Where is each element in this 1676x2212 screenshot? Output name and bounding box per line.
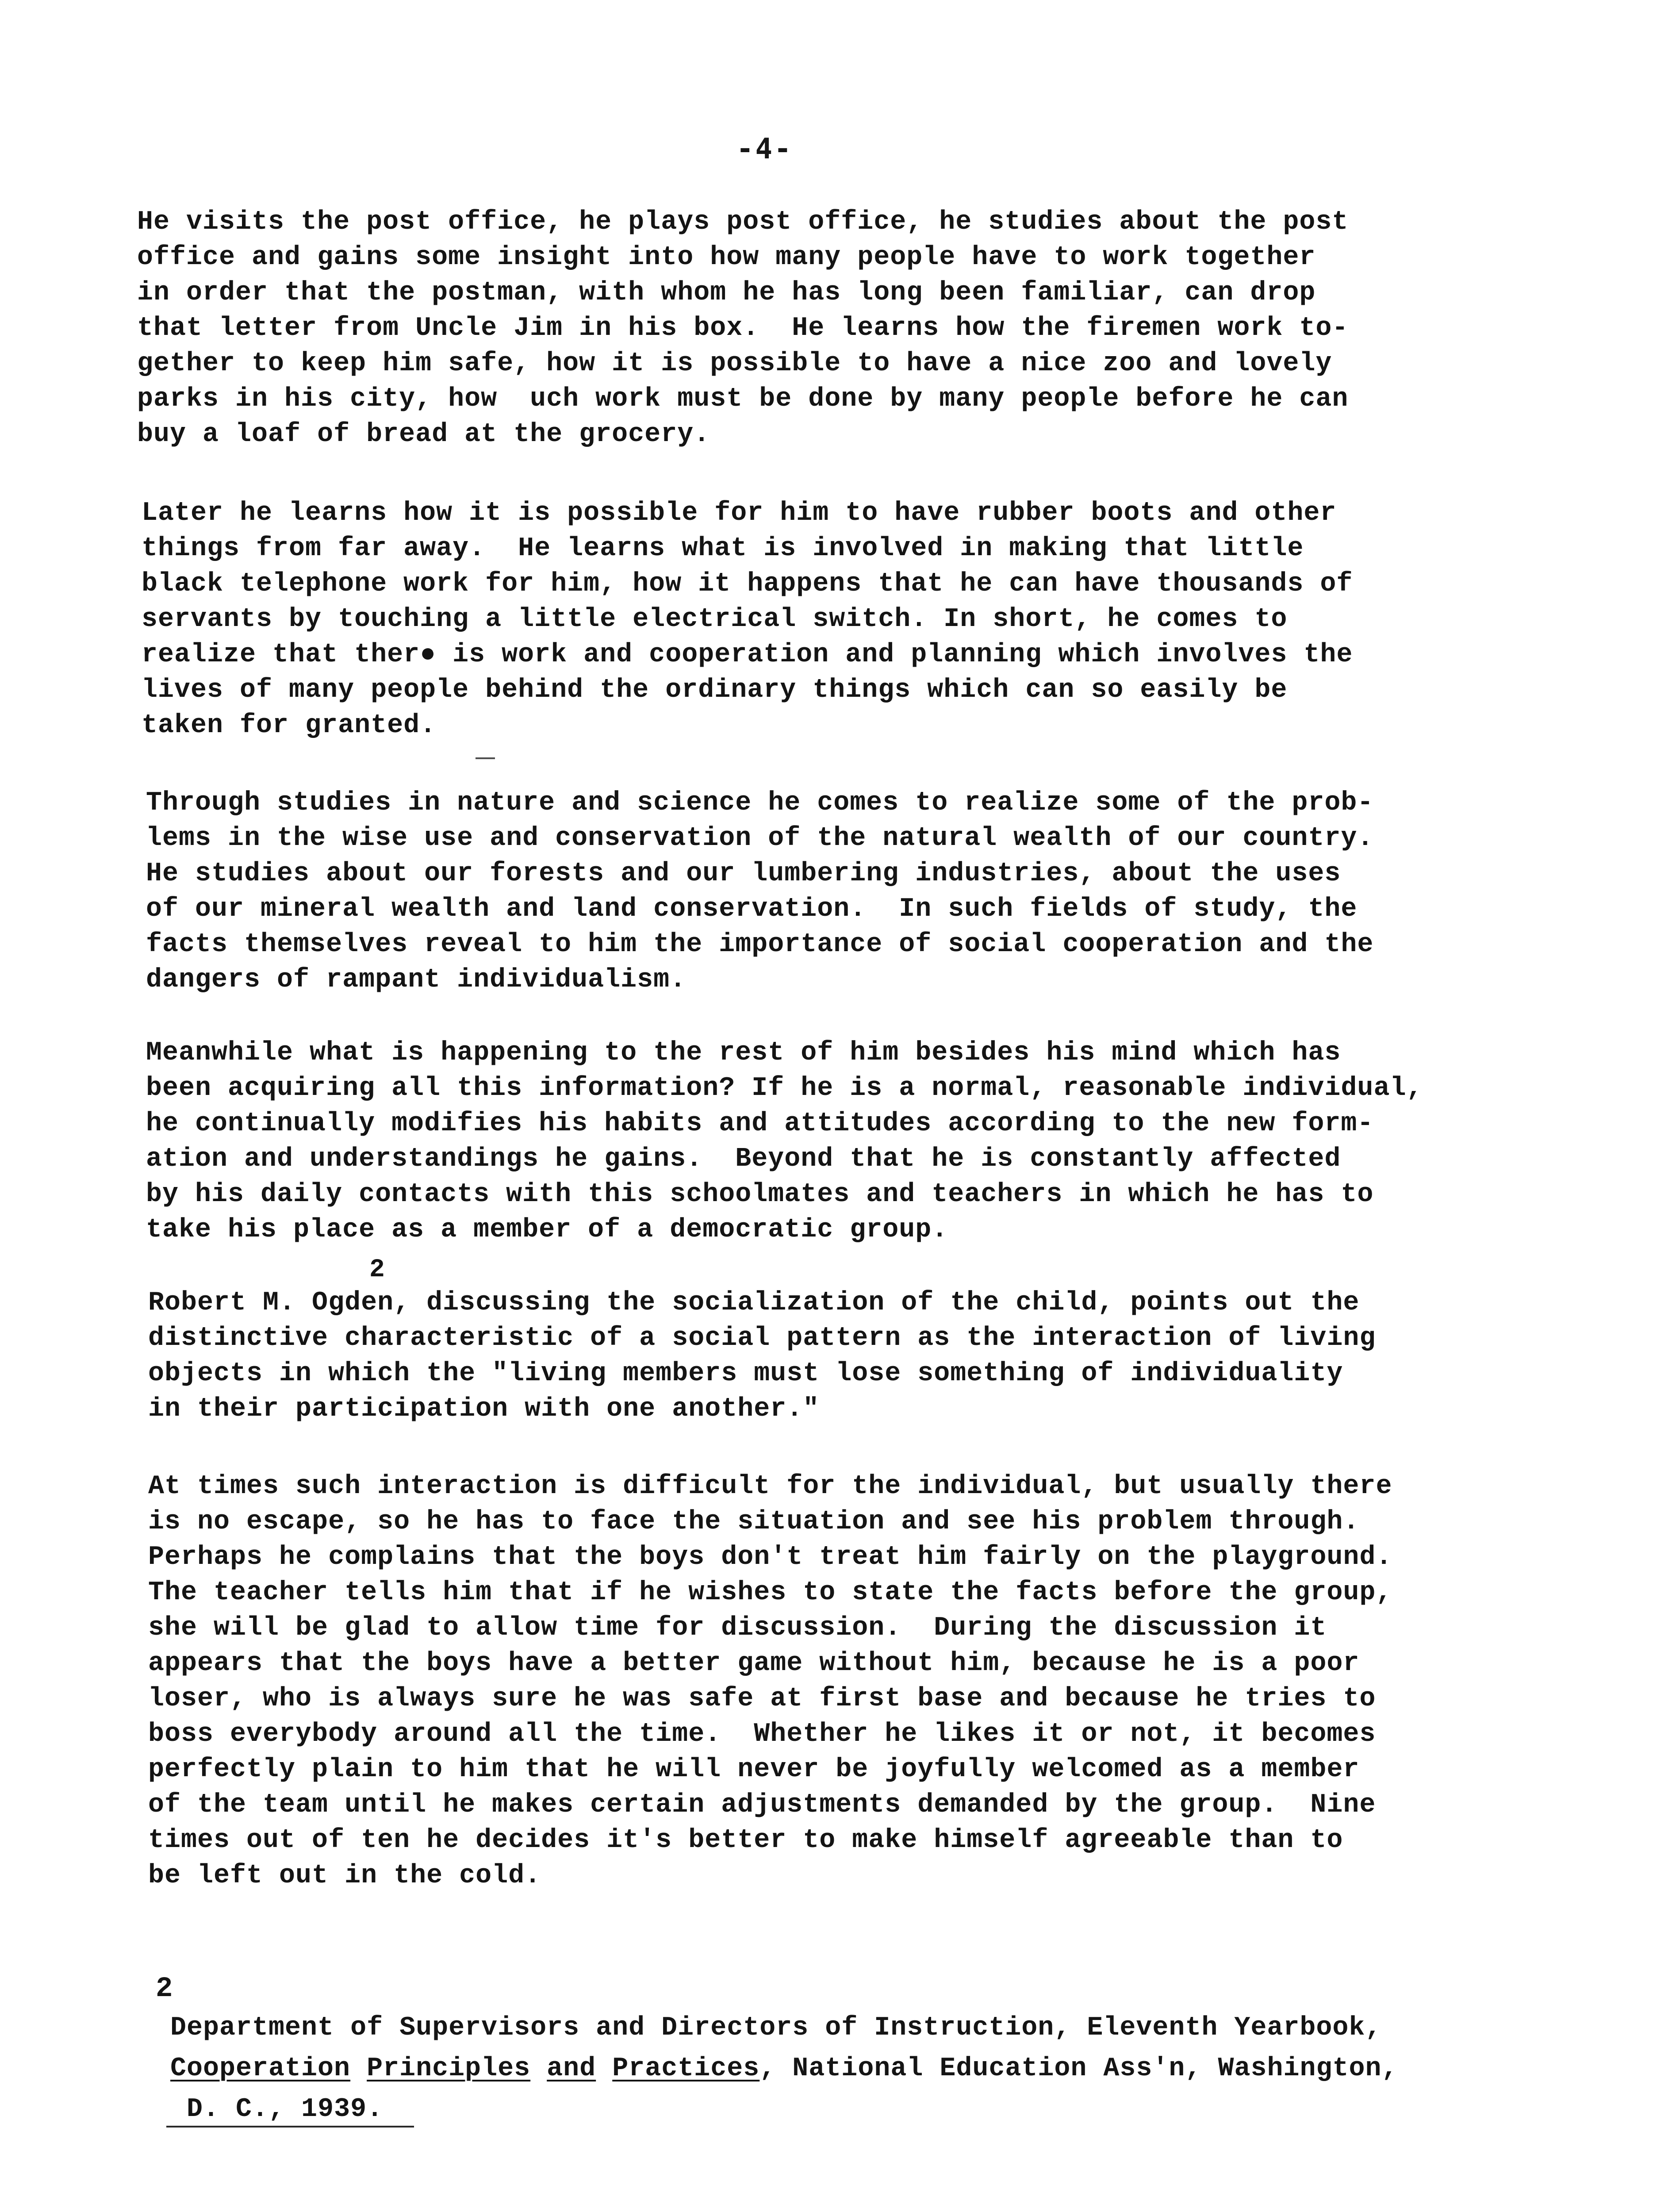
text-line: is no escape, so he has to face the situation and see his problem through. <box>148 1507 1360 1537</box>
text-line: appears that the boys have a better game without him, because he is a poor <box>148 1648 1360 1678</box>
text-line: he continually modifies his habits and attitudes according to the new form- <box>146 1109 1374 1139</box>
text-line: that letter from Uncle Jim in his box. He learns how the firemen work to- <box>137 313 1349 343</box>
text-line: take his place as a member of a democratic group. <box>146 1215 948 1245</box>
text-line: office and gains some insight into how many people have to work together <box>137 242 1316 273</box>
paragraph-interaction <box>148 1469 1392 1893</box>
footnote-title-word: and <box>547 2054 596 2084</box>
footnote-publisher: , National Education Ass'n, Washington, <box>759 2054 1398 2084</box>
text-line: Meanwhile what is happening to the rest of him besides his mind which has <box>146 1038 1341 1068</box>
text-line: facts themselves reveal to him the importance of social cooperation and the <box>146 929 1374 960</box>
text-line: servants by touching a little electrical switch. In short, he comes to <box>142 604 1288 634</box>
text-line: He studies about our forests and our lumbering industries, about the uses <box>146 859 1341 889</box>
footnote-title-word: Principles <box>367 2054 531 2084</box>
footnote-line <box>170 2089 1398 2130</box>
text-line: Perhaps he complains that the boys don't treat him fairly on the playground. <box>148 1542 1392 1572</box>
footnote-reference: 2 <box>369 1256 385 1284</box>
text-line: ation and understandings he gains. Beyond that he is constantly affected <box>146 1144 1341 1174</box>
text-line: times out of ten he decides it's better to make himself agreeable than to <box>148 1825 1343 1855</box>
text-line: of our mineral wealth and land conservation. In such fields of study, the <box>146 894 1358 924</box>
text-line: distinctive characteristic of a social pattern as the interaction of living <box>148 1323 1376 1353</box>
text-line: black telephone work for him, how it happens that he can have thousands of <box>142 569 1353 599</box>
footnote-number: 2 <box>156 1973 173 2005</box>
text-line: she will be glad to allow time for discussion. During the discussion it <box>148 1613 1327 1643</box>
text-line: lives of many people behind the ordinary things which can so easily be <box>142 675 1288 705</box>
footnote-title-word: Cooperation <box>170 2054 351 2084</box>
text-line: Robert M. Ogden, discussing the socialization of the child, points out the <box>148 1288 1360 1318</box>
text-line: parks in his city, how uch work must be done by many people before he can <box>137 384 1349 414</box>
paragraph-post-office <box>137 204 1348 452</box>
text-line: of the team until he makes certain adjustments demanded by the group. Nine <box>148 1790 1376 1820</box>
text-line: in their participation with one another." <box>148 1394 820 1424</box>
text-line: lems in the wise use and conservation of the natural wealth of our country. <box>146 823 1374 853</box>
text-line: be left out in the cold. <box>148 1861 541 1891</box>
text-line: boss everybody around all the time. Whether he likes it or not, it becomes <box>148 1719 1376 1749</box>
text-line: realize that ther● is work and cooperation and planning which involves the <box>142 640 1353 670</box>
paragraph-meanwhile <box>146 1035 1423 1248</box>
footnote-line: Department of Supervisors and Directors of Instruction, Eleventh Yearbook, <box>170 2013 1382 2043</box>
footnote-date: D. C., 1939. <box>187 2094 384 2124</box>
text-line: loser, who is always sure he was safe at first base and because he tries to <box>148 1684 1376 1714</box>
paragraph-nature-science <box>146 785 1373 998</box>
stray-mark <box>476 757 495 759</box>
paragraph-rubber-boots <box>142 495 1353 743</box>
paragraph-ogden <box>148 1285 1376 1427</box>
text-line: The teacher tells him that if he wishes to state the facts before the group, <box>148 1578 1392 1608</box>
footnote <box>170 2008 1398 2130</box>
text-line: He visits the post office, he plays post office, he studies about the post <box>137 207 1349 237</box>
text-line: perfectly plain to him that he will never be joyfully welcomed as a member <box>148 1755 1360 1785</box>
page-number: -4- <box>736 133 793 165</box>
text-line: taken for granted. <box>142 710 437 741</box>
footnote-rule <box>166 2126 414 2128</box>
footnote-title-word: Practices <box>612 2054 760 2084</box>
text-line: Later he learns how it is possible for him to have rubber boots and other <box>142 498 1337 528</box>
text-line: in order that the postman, with whom he has long been familiar, can drop <box>137 278 1316 308</box>
text-line: objects in which the "living members must lose something of individuality <box>148 1359 1343 1389</box>
text-line: things from far away. He learns what is involved in making that little <box>142 534 1304 564</box>
text-line: buy a loaf of bread at the grocery. <box>137 419 710 449</box>
text-line: Through studies in nature and science he comes to realize some of the prob- <box>146 788 1374 818</box>
footnote-line <box>170 2048 1398 2089</box>
text-line: by his daily contacts with this schoolmates and teachers in which he has to <box>146 1179 1374 1210</box>
text-line: dangers of rampant individualism. <box>146 965 687 995</box>
text-line: gether to keep him safe, how it is possible to have a nice zoo and lovely <box>137 349 1332 379</box>
text-line: At times such interaction is difficult for the individual, but usually there <box>148 1471 1392 1502</box>
text-line: been acquiring all this information? If he is a normal, reasonable individual, <box>146 1073 1423 1103</box>
